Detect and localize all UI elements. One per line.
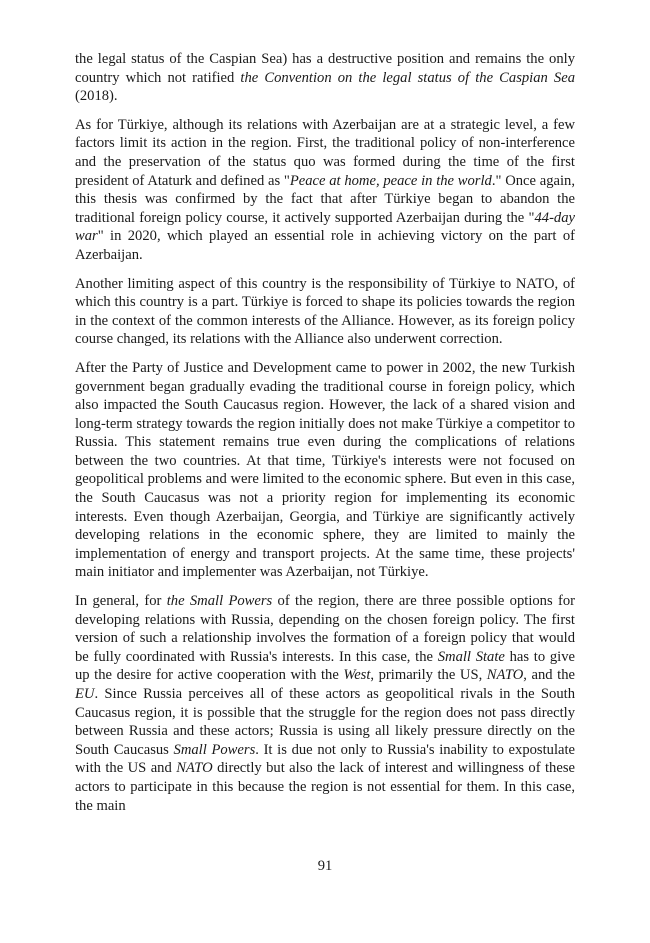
war-name-italic: 44-day war [75,209,575,245]
paragraph-2-text-2: ." Once again, this thesis was confirmed by the fact that after Türkiye began to abandon the traditional foreign policy course, it actively supported Azerbaijan during the " [75,172,575,226]
paragraph-4-text-1: After the Party of Justice and Development came to power in 2002, the new Turkish government began gradually evading the traditional course in foreign policy, which also impacted the South Caucasus region. However, the lack of a shared vision and long-term strategy towards the region initially does not make Türkiye a competitor to Russia. This statement remains true even during the complications of relations between the two countries. At that time, Türkiye's interests were not focused on geopolitical problems and were limited to the economic sphere. But even in this case, the South Caucasus was not a priority region for implementing its economic interests. Even though Azerbaijan, Georgia, and Türkiye are significantly actively developing relations in the economic sphere, they are limited to mainly the implementation of energy and transport projects. At the same time, these projects' main initiator and implementer was Azerbaijan, not Türkiye. [75,359,575,581]
west-italic: West [343,667,371,684]
paragraph-5-text-7: . It is due not only to Russia's inability to expostulate with the US and [75,741,576,777]
paragraph-5-text-2: of the region, there are three possible options for developing relations with Russia, depending on the chosen foreign policy. The first version of such a relationship involves the formation of a foreign policy that would be fully coordinated with Russia's interests. In this case, the [75,593,575,665]
paragraph-5-text-8: directly but also the lack of interest and willingness of these actors to participate in this because the region is not essential for them. In this case, the main [75,760,575,814]
paragraph-3 [75,275,575,349]
paragraph-1-text-2: (2018). [75,88,118,105]
peace-quote-italic: Peace at home, peace in the world [289,172,492,189]
page-number: 91 [317,858,333,874]
eu-italic: EU [75,686,95,702]
small-powers-italic-2: Small Powers [173,741,256,758]
paragraph-2 [75,116,575,265]
paragraph-5-text-6: . Since Russia perceives all of these actors as geopolitical rivals in the South Caucasus region, it is possible that the struggle for the region does not pass directly between Russia and these actors; Russia is using all likely pressure directly on the South Caucasus [75,686,575,758]
paragraph-5 [75,592,575,815]
small-state-italic: Small State [437,648,505,665]
paragraph-3-text-1: Another limiting aspect of this country is the responsibility of Türkiye to NATO, of which this country is a part. Türkiye is forced to shape its policies towards the region in the context of the common interests of the Alliance. However, as its foreign policy course changed, its relations with the Alliance also underwent correction. [75,275,575,348]
paragraph-5-text-3: has to give up the desire for active cooperation with the [75,648,575,684]
paragraph-2-text-1: As for Türkiye, although its relations with Azerbaijan are at a strategic level, a few factors limit its action in the region. First, the traditional policy of non-interference and the preservation of the status quo was formed during the time of the first president of Ataturk and defined as " [75,116,575,189]
paragraph-1-text-1: the legal status of the Caspian Sea) has a destructive position and remains the only country which not ratified [75,51,575,86]
paragraph-5-text-1: In general, for [75,593,167,610]
nato-italic: NATO [486,667,524,684]
paragraph-4 [75,359,575,582]
nato-italic-2: NATO [176,760,213,777]
convention-title-italic: the Convention on the legal status of the Caspian Sea [240,69,575,86]
body-text [75,50,575,825]
paragraph-1 [75,50,575,106]
paragraph-5-text-4: , primarily the US, [370,667,487,684]
paragraph-5-text-5: , and the [523,667,575,684]
small-powers-italic: the Small Powers [166,593,273,610]
paragraph-2-text-3: " in 2020, which played an essential role in achieving victory on the part of Azerbaijan. [75,228,575,263]
